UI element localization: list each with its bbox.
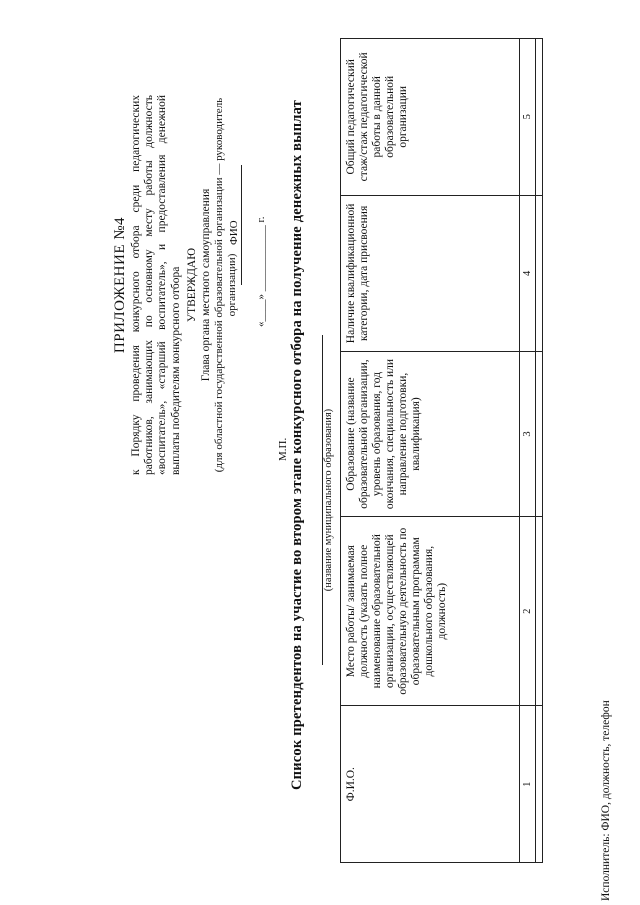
column-header-fio: Ф.И.О.	[341, 706, 520, 863]
column-number: 5	[520, 39, 536, 196]
appendix-description: к Порядку проведения конкурсного отбора среди педагогических работников, занимающих по основному месту работы должность «воспитатель», «старший воспитатель», и предоставления денежной выплаты победителям конкурсного отбора	[130, 95, 182, 475]
empty-cell	[536, 516, 543, 706]
candidates-table	[340, 38, 543, 863]
executor-line: Исполнитель: ФИО, должность, телефон	[600, 700, 612, 901]
municipality-label: (название муниципального образования)	[323, 408, 334, 592]
column-header-category: Наличие квалификационной категории, дата присвоения	[341, 195, 520, 352]
empty-cell	[536, 706, 543, 863]
approval-head-subtitle: (для областной государственной образовательной организации — руководитель организации)	[213, 97, 238, 473]
empty-cell	[536, 195, 543, 352]
column-number: 1	[520, 706, 536, 863]
appendix-title: ПРИЛОЖЕНИЕ №4	[112, 216, 128, 354]
approval-head-title: Глава органа местного самоуправления	[200, 188, 212, 382]
column-header-education: Образование (название образовательной организации, уровень образования, год окончания, специальность или направление подготовки, квалификация)	[341, 352, 520, 517]
column-header-experience: Общий педагогический стаж/стаж педагогической работы в данной образовательной организации	[341, 39, 520, 196]
empty-cell	[536, 352, 543, 517]
column-number: 2	[520, 516, 536, 706]
signature-line	[241, 165, 242, 285]
empty-cell	[536, 39, 543, 196]
fio-label: ФИО	[228, 220, 240, 245]
approval-label: УТВЕРЖДАЮ	[186, 247, 198, 323]
column-header-workplace: Место работы/ занимаемая должность (указать полное наименование образовательной организации, осуществляющей образовательную деятельность по образовательным программам дошкольного образования, должность)	[341, 516, 520, 706]
column-number: 3	[520, 352, 536, 517]
table-empty-row	[536, 39, 543, 863]
column-number: 4	[520, 195, 536, 352]
approval-date-line: «____» ____________ г.	[255, 216, 267, 327]
table-number-row	[520, 39, 536, 863]
list-title: Список претендентов на участие во втором этапе конкурсного отбора на получение денежных выплат	[289, 100, 305, 791]
stamp-label: М.П.	[277, 437, 289, 461]
table-header-row	[341, 39, 520, 863]
